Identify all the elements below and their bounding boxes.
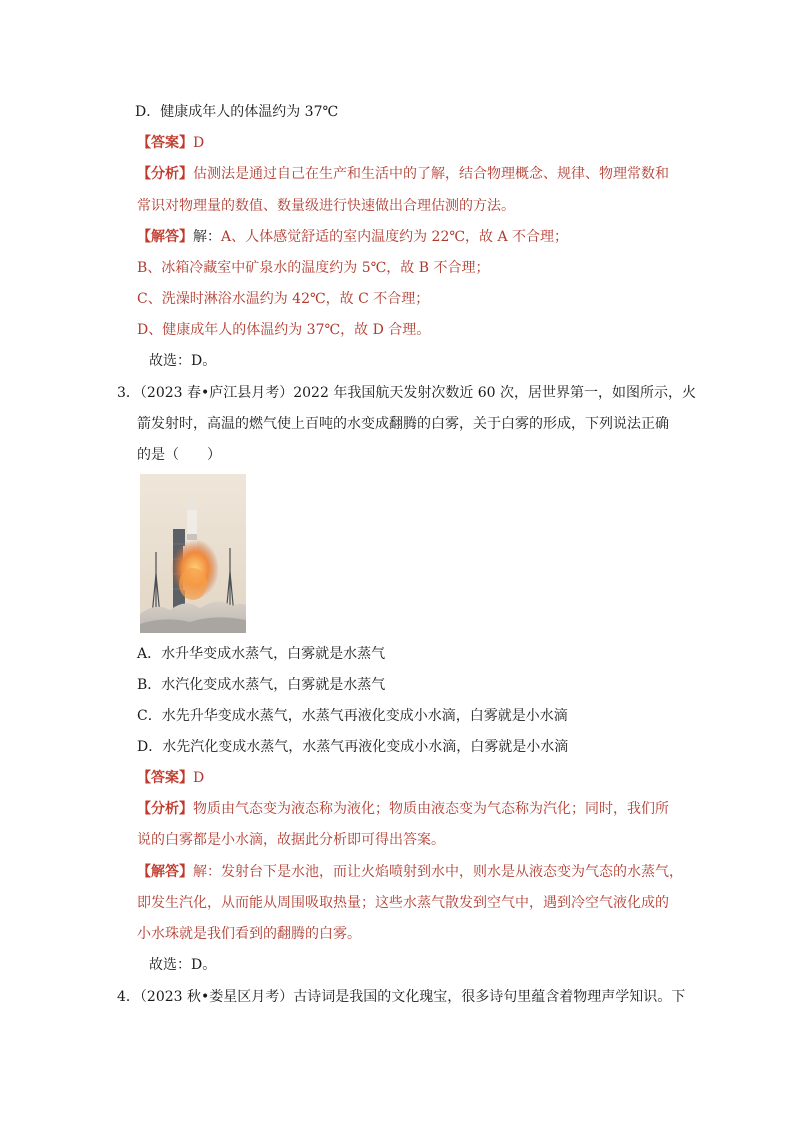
q4-stem-line1: 4．（2023 秋•娄星区月考）古诗词是我国的文化瑰宝，很多诗句里蕴含着物理声学知识。下 — [117, 989, 686, 1005]
solution-lead: 解： — [193, 229, 221, 245]
q2-solution-line1 — [137, 227, 568, 247]
q3-option-b: B．水汽化变成水蒸气，白雾就是水蒸气 — [137, 677, 386, 693]
rocket-launch-illustration — [140, 474, 246, 633]
q3-analysis-line1 — [137, 799, 669, 819]
q3-solution-line3: 小水珠就是我们看到的翻腾的白雾。 — [137, 926, 361, 942]
rocket-launch-photo — [140, 474, 246, 633]
answer-value: D — [193, 135, 205, 151]
q3-solution-line2: 即发生汽化，从而能从周围吸取热量；这些水蒸气散发到空气中，遇到冷空气液化成的 — [137, 895, 669, 911]
q2-choice: 故选：D。 — [149, 353, 217, 369]
solution-a: A、人体感觉舒适的室内温度约为 22℃，故 A 不合理； — [221, 229, 569, 245]
analysis-text: 物质由气态变为液态称为液化；物质由液态变为气态称为汽化；同时，我们所 — [193, 801, 669, 817]
solution-tag: 【解答】 — [137, 229, 193, 245]
q2-analysis-line2: 常识对物理量的数值、数量级进行快速做出合理估测的方法。 — [137, 198, 515, 214]
q2-option-d: D．健康成年人的体温约为 37℃ — [135, 104, 339, 120]
q2-analysis-line1 — [137, 164, 669, 184]
q3-option-a: A．水升华变成水蒸气，白雾就是水蒸气 — [137, 646, 386, 662]
q2-solution-d: D、健康成年人的体温约为 37℃，故 D 合理。 — [137, 322, 431, 338]
q3-choice: 故选：D。 — [149, 957, 217, 973]
q2-answer — [137, 133, 204, 153]
q3-solution-line1 — [137, 862, 683, 882]
analysis-tag: 【分析】 — [137, 166, 193, 182]
q2-solution-c: C、洗澡时淋浴水温约为 42℃，故 C 不合理； — [137, 291, 430, 307]
solution-tag: 【解答】 — [137, 864, 193, 880]
analysis-tag: 【分析】 — [137, 801, 193, 817]
q3-option-d: D．水先汽化变成水蒸气，水蒸气再液化变成小水滴，白雾就是小水滴 — [137, 739, 569, 755]
q3-answer — [137, 768, 204, 788]
q2-solution-b: B、冰箱冷藏室中矿泉水的温度约为 5℃，故 B 不合理； — [137, 260, 490, 276]
q3-stem-line1: 3．（2023 春•庐江县月考）2022 年我国航天发射次数近 60 次，居世界第一，如图所示，火 — [117, 385, 697, 401]
q3-stem-line3: 的是（ ） — [137, 447, 221, 463]
answer-tag: 【答案】 — [137, 135, 193, 151]
analysis-text: 估测法是通过自己在生产和生活中的了解，结合物理概念、规律、物理常数和 — [193, 166, 669, 182]
q3-option-c: C．水先升华变成水蒸气，水蒸气再液化变成小水滴，白雾就是小水滴 — [137, 708, 568, 724]
q3-stem-line2: 箭发射时，高温的燃气使上百吨的水变成翻腾的白雾，关于白雾的形成，下列说法正确 — [137, 416, 669, 432]
answer-value: D — [193, 770, 205, 786]
q3-analysis-line2: 说的白雾都是小水滴，故据此分析即可得出答案。 — [137, 832, 445, 848]
answer-tag: 【答案】 — [137, 770, 193, 786]
solution-text: 解：发射台下是水池，而让火焰喷射到水中，则水是从液态变为气态的水蒸气， — [193, 864, 683, 880]
